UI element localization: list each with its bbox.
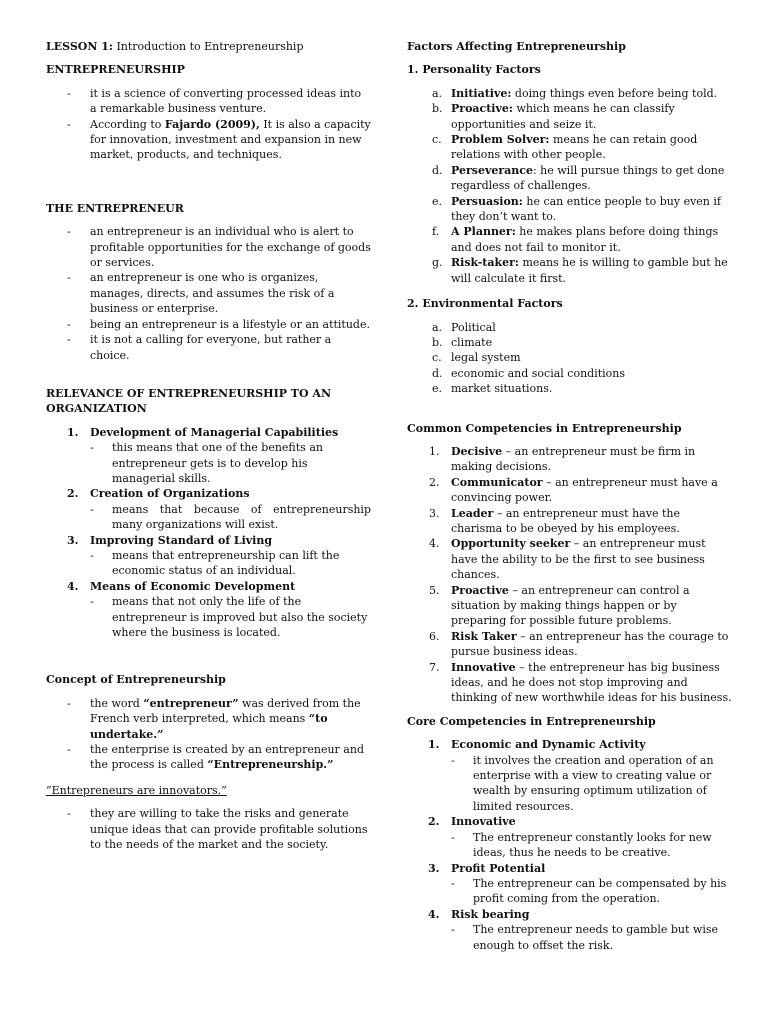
list-item: - an entrepreneur is an individual who is alert to profitable opportunities for the exchange of goods or services.	[46, 224, 371, 270]
list-item: - means that entrepreneurship can lift the economic status of an individual.	[46, 548, 371, 579]
list-item: - it is not a calling for everyone, but rather a choice.	[46, 332, 371, 363]
list-item: - being an entrepreneur is a lifestyle or an attitude.	[46, 317, 371, 332]
lesson-title	[46, 39, 371, 54]
list-item: d. Perseverance: he will pursue things to get done regardless of challenges.	[432, 163, 725, 193]
core-item-3: 3. Profit Potential - The entrepreneur can be compensated by his profit coming from the operation.	[407, 861, 732, 907]
core-competencies-heading: Core Competencies in Entrepreneurship	[407, 714, 656, 728]
list-item: g. Risk-taker: means he is willing to gamble but he will calculate it first.	[432, 256, 728, 285]
core-item-4: 4. Risk bearing - The entrepreneur needs to gamble but wise enough to offset the risk.	[407, 907, 732, 953]
relevance-heading: RELEVANCE OF ENTREPRENEURSHIP TO AN ORGANIZATION	[46, 386, 331, 416]
entrepreneurship-list	[46, 86, 371, 163]
relevance-item-1: 1. Development of Managerial Capabilities - this means that one of the benefits an entrepreneur gets is to develop his managerial skills.	[46, 425, 371, 487]
list-item: - they are willing to take the risks and generate unique ideas that can provide profitable solutions to the needs of the market and the society.	[46, 806, 371, 852]
list-item: 5. Proactive – an entrepreneur can control a situation by making things happen or by preparing for possible future problems.	[429, 583, 690, 628]
entrepreneur-list	[46, 224, 371, 363]
list-item: e. Persuasion: he can entice people to buy even if they don’t want to.	[432, 194, 721, 224]
list-item: - it is a science of converting processed ideas into a remarkable business venture.	[46, 86, 371, 117]
core-item-2: 2. Innovative - The entrepreneur constantly looks for new ideas, thus he needs to be creative.	[407, 814, 732, 860]
relevance-item-2: 2. Creation of Organizations - means that because of entrepreneurship many organizations will exist.	[46, 486, 371, 532]
lesson-label: LESSON 1:	[46, 40, 113, 53]
personality-list	[407, 86, 732, 286]
factors-heading: Factors Affecting Entrepreneurship	[407, 40, 626, 53]
list-item: - The entrepreneur needs to gamble but wise enough to offset the risk.	[407, 922, 732, 953]
list-item: 3. Leader – an entrepreneur must have the charisma to be obeyed by his employees.	[429, 506, 680, 535]
list-item: b. Proactive: which means he can classify opportunities and seize it.	[432, 102, 675, 131]
left-column	[46, 39, 371, 852]
list-item: - The entrepreneur constantly looks for new ideas, thus he needs to be creative.	[407, 830, 732, 861]
list-item: - this means that one of the benefits an entrepreneur gets is to develop his managerial skills.	[46, 440, 371, 486]
list-item: a. Initiative: doing things even before being told.	[432, 86, 718, 100]
core-competencies-list	[407, 737, 732, 953]
right-column	[407, 39, 732, 953]
entrepreneurship-heading: ENTREPRENEURSHIP	[46, 63, 185, 77]
concept-heading: Concept of Entrepreneurship	[46, 673, 226, 687]
innovators-quote: “Entrepreneurs are innovators.”	[46, 783, 227, 797]
list-item: a. Political	[432, 320, 496, 334]
common-competencies-heading: Common Competencies in Entrepreneurship	[407, 421, 682, 435]
entrepreneur-heading: THE ENTREPRENEUR	[46, 201, 184, 215]
relevance-list	[46, 425, 371, 641]
personality-heading: 1. Personality Factors	[407, 63, 541, 77]
list-item: 2. Communicator – an entrepreneur must have a convincing power.	[429, 475, 718, 505]
list-item: - According to Fajardo (2009), It is also a capacity for innovation, investment and expansion in new market, products, and techniques.	[46, 117, 371, 163]
list-item: 7. Innovative – the entrepreneur has big business ideas, and he does not stop improving and thinking of new worthwhile ideas for his business.	[429, 660, 732, 705]
lesson-name: Introduction to Entrepreneurship	[116, 40, 304, 53]
list-item: f. A Planner: he makes plans before doing things and does not fail to monitor it.	[432, 225, 719, 254]
list-item: - the word “entrepreneur” was derived from the French verb interpreted, which means “to undertake.”	[46, 696, 371, 742]
innovators-list	[46, 806, 371, 852]
concept-list	[46, 696, 371, 773]
list-item: 6. Risk Taker – an entrepreneur has the courage to pursue business ideas.	[429, 629, 729, 659]
relevance-item-3: 3. Improving Standard of Living - means that entrepreneurship can lift the economic status of an individual.	[46, 533, 371, 579]
environmental-heading: 2. Environmental Factors	[407, 297, 563, 311]
list-item: - The entrepreneur can be compensated by his profit coming from the operation.	[407, 876, 732, 907]
list-item: - an entrepreneur is one who is organizes, manages, directs, and assumes the risk of a business or enterprise.	[46, 270, 371, 316]
list-item: d. economic and social conditions	[432, 366, 626, 380]
list-item: c. legal system	[432, 351, 521, 365]
list-item: c. Problem Solver: means he can retain good relations with other people.	[432, 133, 698, 162]
list-item: 4. Opportunity seeker – an entrepreneur must have the ability to be the first to see business chances.	[429, 537, 706, 582]
list-item: - means that not only the life of the entrepreneur is improved but also the society where the business is located.	[46, 594, 371, 640]
list-item: - it involves the creation and operation of an enterprise with a view to creating value or wealth by ensuring optimum utilization of limited resources.	[407, 753, 732, 815]
list-item: - means that because of entrepreneurship many organizations will exist.	[46, 502, 371, 533]
core-item-1: 1. Economic and Dynamic Activity - it involves the creation and operation of an enterprise with a view to creating value or wealth by ensuring optimum utilization of limited resources.	[407, 737, 732, 814]
list-item: - the enterprise is created by an entrepreneur and the process is called “Entrepreneurship.”	[46, 742, 371, 773]
list-item: 1. Decisive – an entrepreneur must be firm in making decisions.	[429, 444, 696, 474]
environmental-list	[407, 320, 732, 397]
common-competencies-list	[407, 444, 732, 706]
list-item: e. market situations.	[432, 382, 553, 396]
relevance-item-4: 4. Means of Economic Development - means that not only the life of the entrepreneur is improved but also the society where the business is located.	[46, 579, 371, 641]
list-item: b. climate	[432, 335, 493, 349]
